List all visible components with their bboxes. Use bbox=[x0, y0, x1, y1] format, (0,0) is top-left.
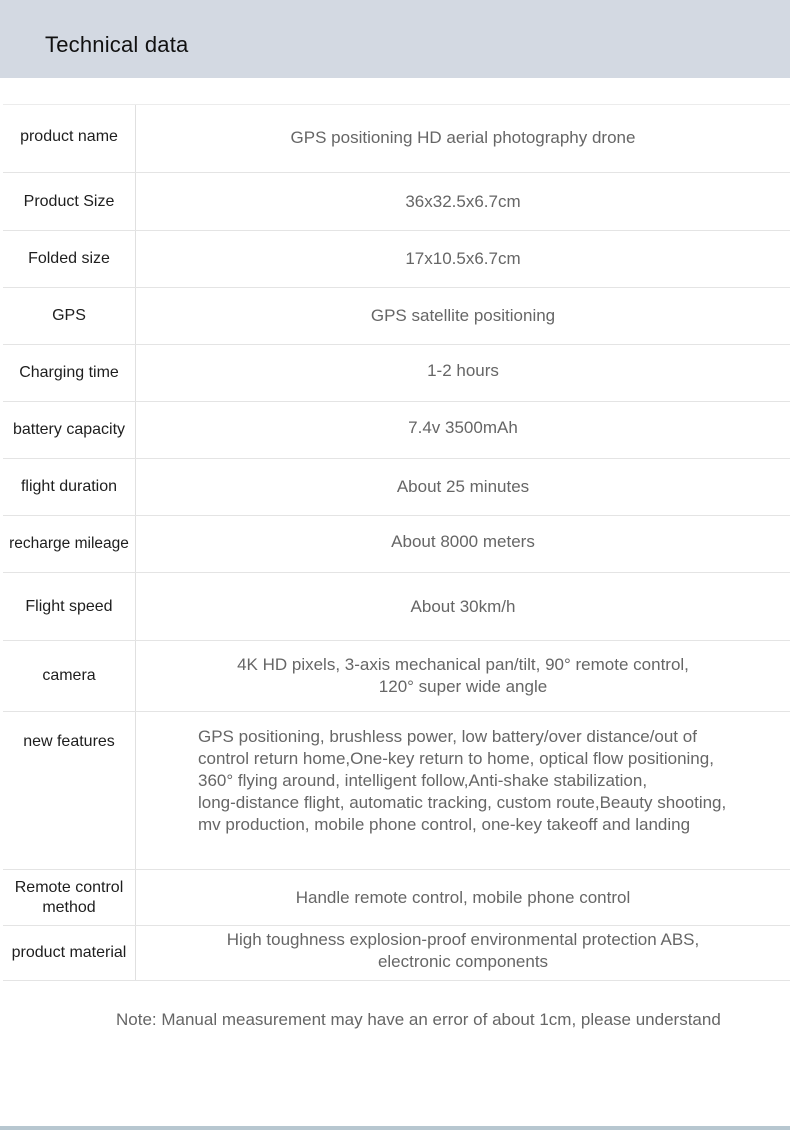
spec-label: battery capacity bbox=[3, 402, 136, 458]
spec-value-line: 120° super wide angle bbox=[378, 677, 548, 696]
spec-value bbox=[136, 926, 790, 980]
spec-label bbox=[3, 870, 136, 925]
spec-row-charging-time bbox=[3, 345, 790, 402]
spec-row-product-name bbox=[3, 105, 790, 173]
spec-value: About 25 minutes bbox=[396, 477, 530, 496]
spec-label: Folded size bbox=[3, 231, 136, 287]
spec-value-line: mv production, mobile phone control, one-key takeoff and landing bbox=[198, 815, 691, 834]
spec-label: new features bbox=[3, 712, 136, 869]
spec-row-flight-speed bbox=[3, 573, 790, 641]
spec-value: About 30km/h bbox=[410, 596, 516, 616]
spec-label: flight duration bbox=[3, 459, 136, 515]
spec-row-new-features bbox=[3, 712, 790, 870]
spec-label-line: Remote control bbox=[14, 878, 124, 896]
spec-value-line: High toughness explosion-proof environmental protection ABS, bbox=[226, 930, 700, 949]
spec-label: product name bbox=[3, 105, 136, 172]
spec-row-product-size bbox=[3, 173, 790, 231]
spec-value: 1-2 hours bbox=[427, 361, 499, 380]
spec-label: product material bbox=[3, 926, 136, 980]
spec-value-line: 4K HD pixels, 3-axis mechanical pan/tilt, 90° remote control, bbox=[237, 655, 689, 674]
spec-row-product-material bbox=[3, 926, 790, 981]
spec-value: 36x32.5x6.7cm bbox=[405, 191, 521, 211]
spec-label-line: method bbox=[42, 898, 96, 916]
spec-value: About 8000 meters bbox=[391, 532, 535, 551]
spec-value: 7.4v 3500mAh bbox=[408, 418, 518, 437]
spec-row-camera bbox=[3, 641, 790, 712]
spec-value-line: long-distance flight, automatic tracking, custom route,Beauty shooting, bbox=[198, 793, 727, 812]
spec-label: Product Size bbox=[3, 173, 136, 230]
spec-row-folded-size bbox=[3, 231, 790, 288]
spec-label: recharge mileage bbox=[3, 516, 136, 572]
bottom-divider bbox=[0, 1126, 790, 1130]
spec-value bbox=[136, 641, 790, 711]
spec-value bbox=[136, 712, 790, 869]
page-title: Technical data bbox=[45, 32, 189, 57]
spec-row-recharge-mileage bbox=[3, 516, 790, 573]
spec-row-battery-capacity bbox=[3, 402, 790, 459]
spec-label: Flight speed bbox=[3, 573, 136, 640]
spec-value-line: 360° flying around, intelligent follow,Anti-shake stabilization, bbox=[198, 771, 648, 790]
spec-row-flight-duration bbox=[3, 459, 790, 516]
spec-label: Charging time bbox=[3, 345, 136, 401]
header-banner bbox=[0, 0, 790, 78]
spec-value-line: control return home,One-key return to home, optical flow positioning, bbox=[198, 749, 714, 768]
spec-value: GPS positioning HD aerial photography drone bbox=[290, 127, 636, 147]
spec-table bbox=[3, 104, 790, 981]
spec-row-gps bbox=[3, 288, 790, 345]
spec-row-remote-control bbox=[3, 870, 790, 926]
spec-value-line: electronic components bbox=[377, 952, 549, 971]
spec-value: 17x10.5x6.7cm bbox=[405, 249, 521, 268]
spec-value-line: GPS positioning, brushless power, low battery/over distance/out of bbox=[198, 727, 697, 746]
spec-value: GPS satellite positioning bbox=[370, 306, 556, 325]
spec-value: Handle remote control, mobile phone control bbox=[295, 887, 631, 907]
spec-label: camera bbox=[3, 641, 136, 711]
spec-label: GPS bbox=[3, 288, 136, 344]
measurement-note: Note: Manual measurement may have an error of about 1cm, please understand bbox=[116, 1010, 721, 1029]
